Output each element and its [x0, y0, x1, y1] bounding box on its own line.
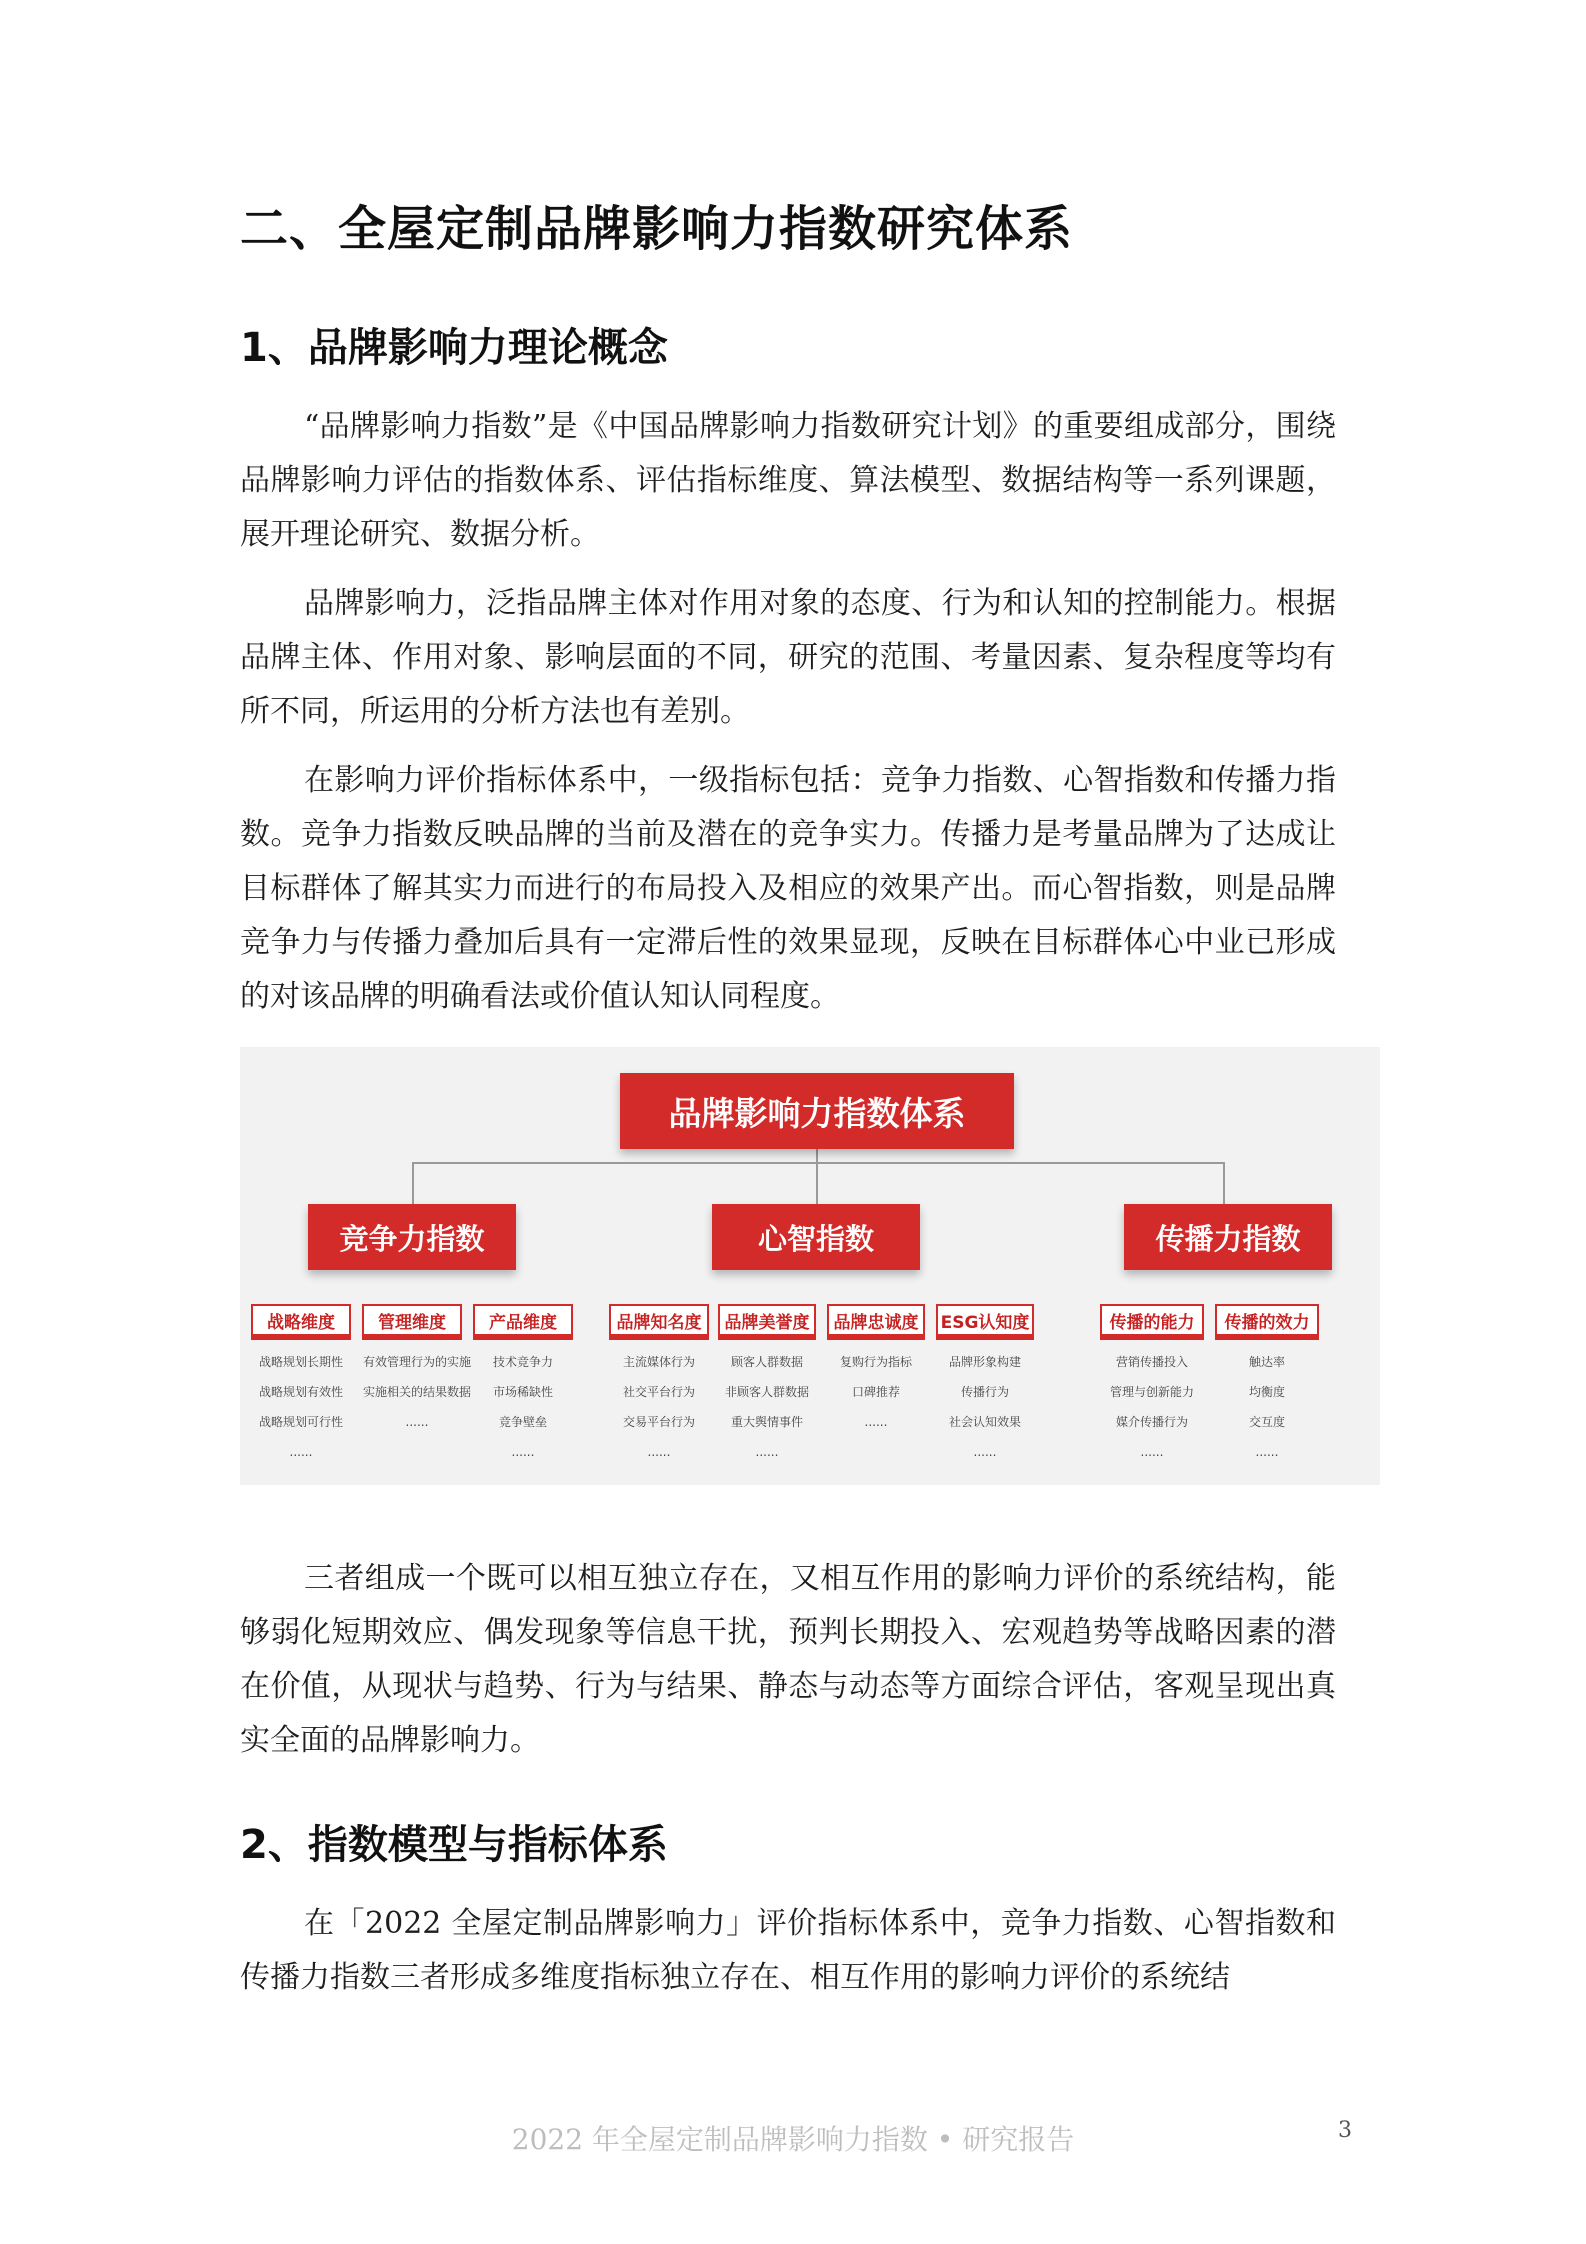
- paragraph-4: 三者组成一个既可以相互独立存在，又相互作用的影响力评价的系统结构，能够弱化短期效应、偶发现象等信息干扰，预判长期投入、宏观趋势等战略因素的潜在价值，从现状与趋势、行为与结果、静态与动态等方面综合评估，客观呈现出真实全面的品牌影响力。: [240, 1561, 1336, 1758]
- l2-comm-ability: 传播的能力: [1100, 1304, 1204, 1336]
- l2-esg-items: 品牌形象构建 传播行为 社会认知效果 ......: [948, 1355, 1021, 1459]
- l2-esg: ESG认知度: [936, 1304, 1034, 1336]
- l2-strategy: 战略维度: [251, 1304, 351, 1336]
- competitiveness-index-box: 竞争力指数: [308, 1204, 516, 1270]
- subsection-title-1: 1、品牌影响力理论概念: [240, 325, 668, 371]
- l2-reputation-items: 顾客人群数据 非顾客人群数据 重大舆情事件 ......: [724, 1355, 809, 1459]
- l2-comm-effect-items: 触达率 均衡度 交互度 ......: [1248, 1355, 1285, 1459]
- page-footer: 2022 年全屋定制品牌影响力指数 • 研究报告: [511, 2123, 1075, 2156]
- l2-loyalty-items: 复购行为指标 口碑推荐 ......: [839, 1355, 912, 1429]
- paragraph-5: 在「2022 全屋定制品牌影响力」评价指标体系中，竞争力指数、心智指数和传播力指数三者形成多维度指标独立存在、相互作用的影响力评价的系统结: [240, 1906, 1336, 1995]
- subsection-title-2: 2、指数模型与指标体系: [240, 1822, 668, 1868]
- l2-awareness-items: 主流媒体行为 社交平台行为 交易平台行为 ......: [622, 1355, 695, 1459]
- index-system-diagram: [240, 1047, 1380, 1485]
- mind-index-box: 心智指数: [712, 1204, 920, 1270]
- section-title: 二、全屋定制品牌影响力指数研究体系: [240, 201, 1074, 257]
- paragraph-3: 在影响力评价指标体系中，一级指标包括：竞争力指数、心智指数和传播力指数。竞争力指数反映品牌的当前及潜在的竞争实力。传播力是考量品牌为了达成让目标群体了解其实力而进行的布局投入及相应的效果产出。而心智指数，则是品牌竞争力与传播力叠加后具有一定滞后性的效果显现，反映在目标群体心中业已形成的对该品牌的明确看法或价值认知认同程度。: [240, 763, 1336, 1014]
- l2-comm-ability-items: 营销传播投入 管理与创新能力 媒介传播行为 ......: [1109, 1355, 1194, 1459]
- diagram-title-box: 品牌影响力指数体系: [620, 1073, 1014, 1149]
- page-number: 3: [1338, 2118, 1352, 2143]
- paragraph-1: “品牌影响力指数”是《中国品牌影响力指数研究计划》的重要组成部分，围绕品牌影响力评估的指数体系、评估指标维度、算法模型、数据结构等一系列课题，展开理论研究、数据分析。: [240, 409, 1336, 552]
- l2-product: 产品维度: [473, 1304, 573, 1336]
- l2-awareness: 品牌知名度: [609, 1304, 709, 1336]
- l2-management-items: 有效管理行为的实施 实施相关的结果数据 ......: [362, 1355, 471, 1429]
- l2-reputation: 品牌美誉度: [718, 1304, 816, 1336]
- l2-loyalty: 品牌忠诚度: [827, 1304, 925, 1336]
- l2-product-items: 技术竞争力 市场稀缺性 竞争壁垒 ......: [492, 1355, 553, 1459]
- communication-index-box: 传播力指数: [1124, 1204, 1332, 1270]
- l2-strategy-items: 战略规划长期性 战略规划有效性 战略规划可行性 ......: [258, 1355, 343, 1459]
- paragraph-2: 品牌影响力，泛指品牌主体对作用对象的态度、行为和认知的控制能力。根据品牌主体、作用对象、影响层面的不同，研究的范围、考量因素、复杂程度等均有所不同，所运用的分析方法也有差别。: [240, 586, 1336, 729]
- l2-management: 管理维度: [362, 1304, 462, 1336]
- l2-comm-effect: 传播的效力: [1215, 1304, 1319, 1336]
